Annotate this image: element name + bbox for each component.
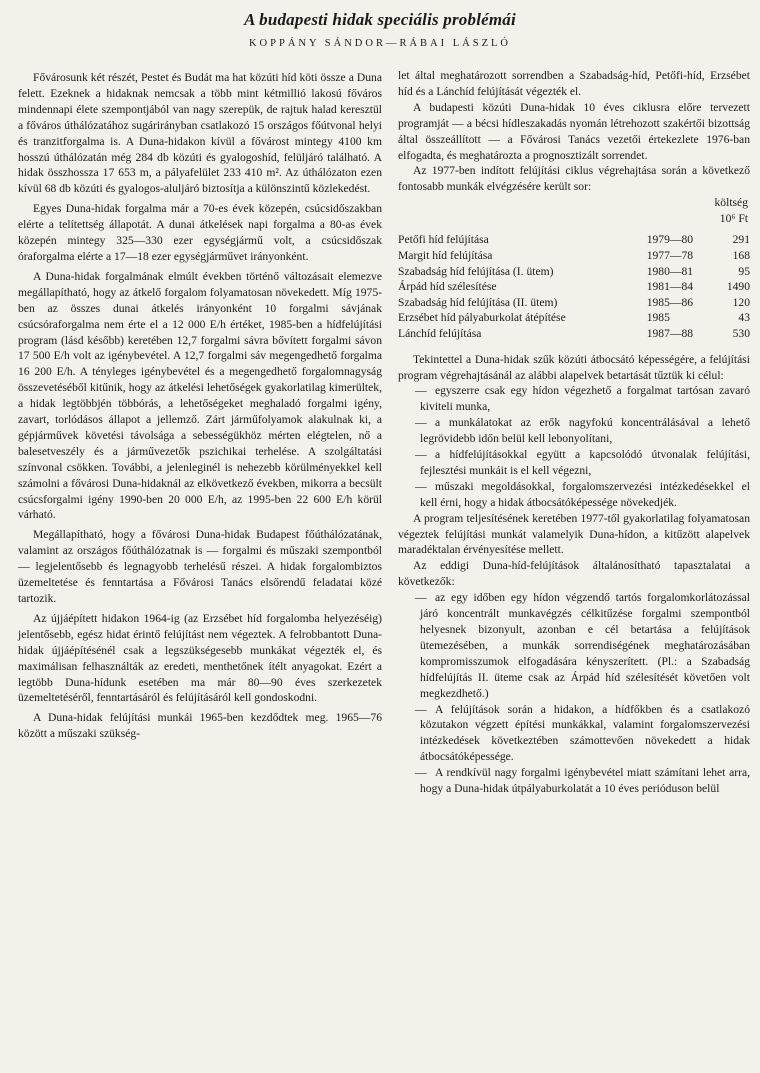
body-paragraph: A program teljesítésének keretében 1977-től gyakorlatilag folyamatosan végeztek felújítási munkát valamelyik Duna-hídon, a kitűzött alapelvek maradéktalan érvényesítése mellett. bbox=[398, 511, 750, 557]
right-column bbox=[398, 68, 750, 797]
dash-bullet: — bbox=[415, 384, 427, 398]
work-cost: 43 bbox=[738, 311, 750, 325]
body-paragraph: let által meghatározott sorrendben a Szabadság-híd, Petőfi-híd, Erzsébet híd és a Lánchíd felújítását végezték el. bbox=[398, 69, 750, 98]
article-authors: KOPPÁNY SÁNDOR—RÁBAI LÁSZLÓ bbox=[248, 38, 512, 49]
work-cost: 530 bbox=[732, 327, 750, 340]
table-row bbox=[398, 232, 750, 248]
work-name: Erzsébet híd pályaburkolat átépítése bbox=[398, 311, 566, 325]
work-years: 1981—84 bbox=[646, 280, 694, 294]
body-paragraph: Megállapítható, hogy a fővárosi Duna-hidak Budapest főúthálózatának, valamint az országos főúthálózatnak is — forgalmi és műszaki szempontból — legjelentősebb és legnagyobb terhelésű részei. A hidak forgalombiztos üzemeltetése és fenntartása a Fővárosi Tanács elsőrendű feladatai közé tartozik. bbox=[18, 528, 382, 605]
cost-unit-label bbox=[398, 195, 750, 226]
work-cost: 168 bbox=[732, 249, 750, 263]
list-item-text: a hídfelújításokkal együtt a kapcsolódó útvonalak felújítási, fejlesztési munkáit is el kell végezni, bbox=[420, 448, 750, 477]
list-item bbox=[398, 479, 750, 511]
body-paragraph: Az eddigi Duna-híd-felújítások általánosítható tapasztalatai a következők: bbox=[398, 559, 750, 589]
work-years: 1979—80 bbox=[646, 233, 694, 247]
list-item bbox=[398, 765, 750, 797]
work-name: Lánchíd felújítása bbox=[398, 327, 482, 340]
work-name: Margit híd felújítása bbox=[398, 249, 493, 263]
list-item-text: A rendkívül nagy forgalmi igénybevétel miatt számítani lehet arra, hogy a Duna-hidak útpályaburkolatát a 10 éves perióduson belül bbox=[420, 766, 750, 796]
list-item-text: műszaki megoldásokkal, forgalomszervezési intézkedésekkel el kell érni, hogy a hidak átbocsátóképessége növekedjék. bbox=[420, 479, 750, 509]
work-years: 1987—88 bbox=[646, 327, 694, 340]
works-table bbox=[398, 232, 750, 341]
cost-unit-line: költség bbox=[714, 196, 748, 210]
left-column bbox=[18, 70, 382, 742]
table-row bbox=[398, 248, 750, 264]
dash-bullet: — bbox=[415, 702, 427, 716]
list-item-text: a munkálatokat az erők nagyfokú koncentrálásával a lehető legrövidebb időn belül kell lebonyolítani, bbox=[420, 416, 750, 446]
list-item bbox=[398, 447, 750, 479]
work-name: Árpád híd szélesítése bbox=[398, 280, 497, 294]
table-row bbox=[398, 326, 750, 342]
list-item bbox=[398, 383, 750, 415]
list-item-text: egyszerre csak egy hídon végezhető a forgalmat tartósan zavaró kiviteli munka, bbox=[420, 384, 750, 414]
list-item-text: az egy időben egy hídon végzendő tartós forgalomkorlátozással járó koncentrált munkavégzés célkitűzése forgalmi szempontból helyesnek bizonyult, azonban e cél betartása a felújítások ütemezésében, a munkák sorrendiségének meghatározásában kompromisszumok elfogadására kényszerített. (Pl.: a Szabadság hídfelújítás II. üteme csak az Árpád híd szélesítését követően volt megkezdhető.) bbox=[420, 591, 750, 700]
work-years: 1985 bbox=[646, 311, 670, 325]
work-years: 1977—78 bbox=[646, 249, 694, 263]
body-paragraph: Az 1977-ben indított felújítási ciklus végrehajtása során a következő fontosabb munkák elvégzésére került sor: bbox=[398, 164, 750, 194]
body-paragraph: Az újjáépített hidakon 1964-ig (az Erzsébet híd forgalomba helyezéséig) jelentősebb, egész hidat érintő felújítást nem végeztek. A felrobbantott Duna-hidak újjáépítésénél csak a legszükségesebb munkákat végezték el, és maximálisan felhasználták az eredeti, menthetőnek ítélt anyagokat. Ezért a legtöbb Duna-hídunk esetében ma már 80—90 éves szerkezetek üzemeltetéséről, fenntartásáról és felújításáról kell gondoskodni. bbox=[18, 611, 382, 705]
list-item bbox=[398, 702, 750, 766]
work-years: 1980—81 bbox=[646, 264, 694, 278]
work-cost: 95 bbox=[738, 264, 750, 278]
body-paragraph: Egyes Duna-hidak forgalma már a 70-es évek közepén, csúcsidőszakban elérte a telítettség állapotát. A dunai átkelések napi forgalma a 80-as évek közepén mintegy 325—330 ezer egységjármű volt, a csúcsidőszak óraforgalma elérte a 17—18 ezer egységjárművet irányonként. bbox=[18, 202, 382, 263]
dash-bullet: — bbox=[415, 766, 427, 780]
dash-bullet: — bbox=[415, 479, 427, 493]
work-cost: 291 bbox=[732, 233, 750, 247]
work-years: 1985—86 bbox=[646, 295, 694, 309]
table-row bbox=[398, 264, 750, 280]
dash-bullet: — bbox=[415, 591, 427, 605]
body-paragraph: A Duna-hidak felújítási munkái 1965-ben kezdődtek meg. 1965—76 között a műszaki szükség- bbox=[18, 711, 382, 741]
body-paragraph: Tekintettel a Duna-hidak szűk közúti átbocsátó képességére, a felújítási program végrehajtásánál az alábbi alapelvek betartását tűztük ki célul: bbox=[398, 352, 750, 382]
body-paragraph: A Duna-hidak forgalmának elmúlt években történő változásait elemezve megállapítható, hogy az átkelő forgalom folyamatosan növekedett. Míg 1975-ben az összes dunai átkelés irányonként 10 forgalmi sávjának csúcsóraforgalma nem érte el a 12 000 E/h értéket, 1985-ben a hídfelújítási program (lásd később) keretében 12,7 forgalmi sávra bővített forgalmi sávon 17 500 E/h volt az igénybevétel. A 12,7 forgalmi sáv megengedhető forgalma 16 200 E/h. A tényleges igénybevétel és a megengedhető forgalomnagyság összevetéséből kitűnik, hogy az átkelési lehetőségek gyakorlatilag kimerültek, a hidak legtöbbjén többórás, a lehetőségeket meghaladó forgalmi igény, zavart, torlódásos állapot a jellemző. Zárt járműfolyamok alakulnak ki, a gépjárművek követési távolsága a sebességükhöz mérten elégtelen, nő a balesetveszély és a járművezetők pszichikai terhelése. A szolgáltatási színvonal csökken. További, a jelenleginél is nehezebb körülményekkel kell számolni a fővárosi Duna-hidaknál az elkövetkező években, mikorra a becsült csúcsforgalmi igény 1990-ben 20 000 E/h, az 1995-ben 22 600 E/h körül várható. bbox=[18, 269, 382, 522]
cost-unit-line: 10⁶ Ft bbox=[719, 211, 748, 225]
dash-bullet: — bbox=[415, 448, 427, 462]
body-paragraph: A budapesti közúti Duna-hidak 10 éves ciklusra előre tervezett programját — a bécsi hídleszakadás nyomán létrehozott szakértői bizottság által összeállított — a Fővárosi Tanács vezetői értekezlete 1976-ban elfogadta, és meghatározta a prognosztizált sorrendet. bbox=[398, 100, 750, 162]
work-name: Petőfi híd felújítása bbox=[398, 233, 489, 247]
work-name: Szabadság híd felújítása (II. ütem) bbox=[398, 295, 558, 309]
dash-bullet: — bbox=[415, 416, 427, 430]
article-title: A budapesti hidak speciális problémái bbox=[244, 10, 516, 29]
list-item-text: A felújítások során a hidakon, a hídfőkben és a csatlakozó közutakon végzett építési munkákkal, valamint forgalomszervezési intézkedések következtében számottevően növekedett a hidak átbocsátóképessége. bbox=[420, 702, 750, 764]
work-name: Szabadság híd felújítása (I. ütem) bbox=[398, 264, 554, 278]
list-item bbox=[398, 590, 750, 701]
work-cost: 1490 bbox=[726, 280, 750, 294]
table-row bbox=[398, 279, 750, 295]
table-row bbox=[398, 295, 750, 311]
body-paragraph: Fővárosunk két részét, Pestet és Budát ma hat közúti híd köti össze a Duna felett. Ezeknek a hidaknak nemcsak a több mint kétmillió lakosú főváros mindennapi élete szempontjából van nagy szerepük, de rajtuk halad keresztül a főváros úthálózatához sugárirányban csatlakozó 15 országos főútvonal helyi és tranzitforgalma is. A Duna-hidakon kívül a fővárost mintegy 4100 km hosszú úthálózatán még 284 db közúti és gyalogoshíd, felüljáró található. A hidak összhossza 17 653 m, a pályafelület 233 410 m². Az úthálózaton ezen kívül 68 db közúti és gyalogos-aluljáró biztosítja a különszintű közlekedést. bbox=[18, 71, 382, 196]
table-row bbox=[398, 310, 750, 326]
list-item bbox=[398, 415, 750, 447]
work-cost: 120 bbox=[732, 295, 750, 309]
